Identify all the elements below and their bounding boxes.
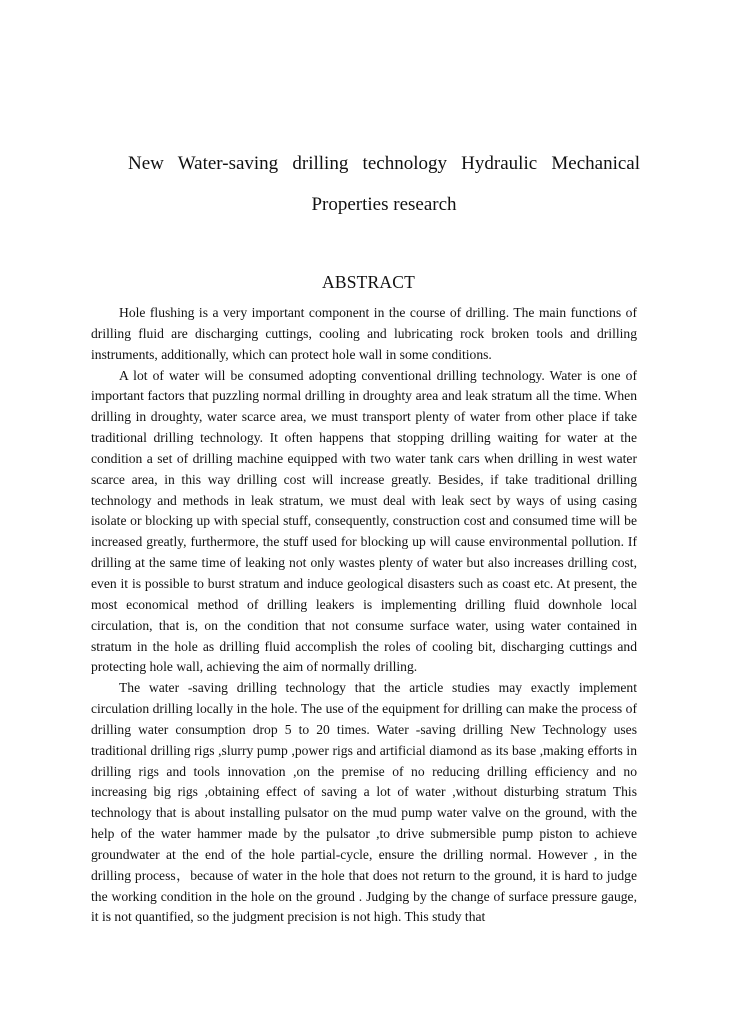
abstract-paragraph-1: Hole flushing is a very important component in the course of drilling. The main functions of drilling fluid are discharging cuttings, cooling and lubricating rock broken tools and drilling instruments, additionally, which can protect hole wall in some conditions. [91,305,637,362]
abstract-body [91,303,637,928]
abstract-paragraph-3: The water -saving drilling technology that the article studies may exactly implement circulation drilling locally in the hole. The use of the equipment for drilling can make the process of drilling water consumption drop 5 to 20 times. Water -saving drilling New Technology uses traditional drilling rigs ,slurry pump ,power rigs and artificial diamond as its base ,making efforts in drilling rigs and tools innovation ,on the premise of no reducing drilling efficiency and no increasing big rigs ,obtaining effect of saving a lot of water ,without disturbing stratum This technology that is about installing pulsator on the mud pump water valve on the ground, with the help of the water hammer made by the pulsator ,to drive submersible pump piston to achieve groundwater at the end of the hole partial-cycle, ensure the drilling normal. However , in the drilling process，because of water in the hole that does not return to the ground, it is hard to judge the working condition in the hole on the ground . Judging by the change of surface pressure gauge, it is not quantified, so the judgment precision is not high. This study that [91,680,637,925]
paper-title: New Water-saving drilling technology Hydraulic Mechanical Properties research [128,153,640,215]
abstract-heading: ABSTRACT [321,272,415,292]
abstract-paragraph-2: A lot of water will be consumed adopting conventional drilling technology. Water is one of important factors that puzzling normal drilling in droughty area and leak stratum all the time. When drilling in droughty, water scarce area, we must transport plenty of water from other place if take traditional drilling technology. It often happens that stopping drilling waiting for water at the condition a set of drilling machine equipped with two water tank cars when drilling in west water scarce area, in this way drilling cost will increase greatly. Besides, if take traditional drilling technology and methods in leak stratum, we must deal with leak sect by ways of using casing isolate or blocking up with special stuff, consequently, construction cost and consumed time will be increased greatly, furthermore, the stuff used for blocking up will cause environmental pollution. If drilling at the same time of leaking not only wastes plenty of water but also increases drilling cost, even it is possible to burst stratum and induce geological disasters such as coast etc. At present, the most economical method of drilling leakers is implementing drilling fluid downhole local circulation, that is, on the condition that not consume surface water, using water contained in stratum in the hole as drilling fluid accomplish the roles of cooling bit, discharging cuttings and protecting hole wall, achieving the aim of normally drilling. [91,367,637,675]
